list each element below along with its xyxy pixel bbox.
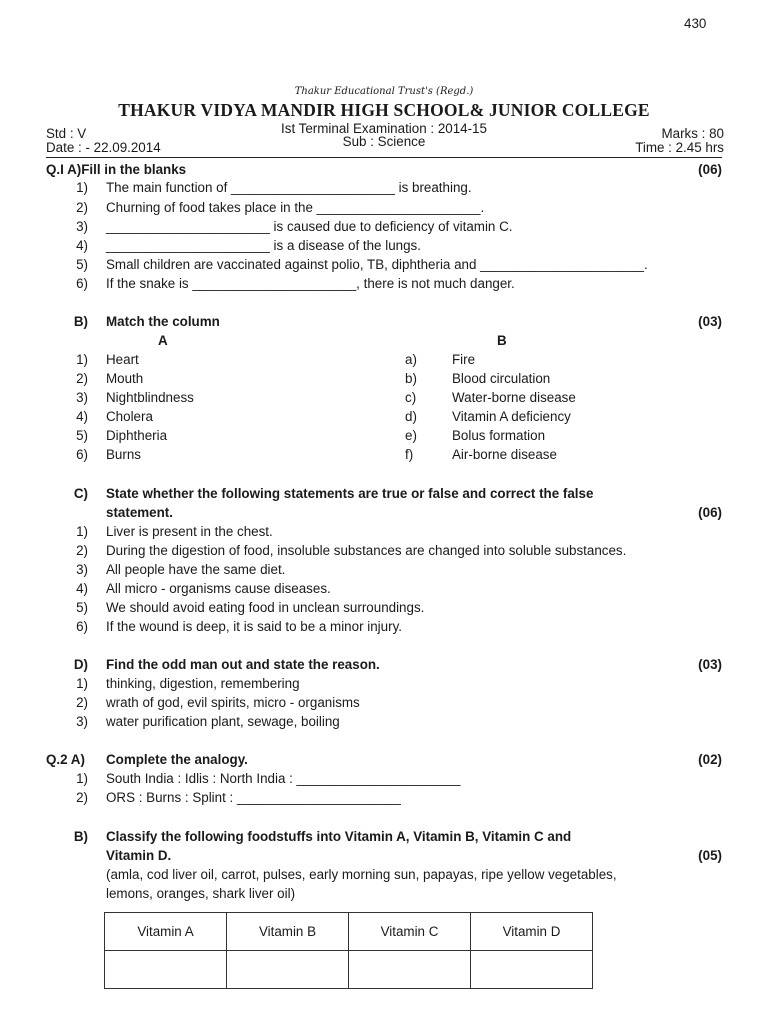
header-divider bbox=[46, 157, 722, 158]
q1a-marks: (06) bbox=[698, 162, 722, 177]
column-b-header: B bbox=[497, 333, 507, 348]
match-right-item: Blood circulation bbox=[452, 371, 551, 386]
q1d-title: Find the odd man out and state the reason. bbox=[106, 657, 380, 672]
q1c-item-number: 1) bbox=[76, 524, 88, 539]
match-right-letter: f) bbox=[405, 447, 414, 462]
q2b-title-continued: Vitamin D. bbox=[106, 848, 172, 863]
foodstuff-list: (amla, cod liver oil, carrot, pulses, early morning sun, papayas, ripe yellow vegetables, bbox=[106, 867, 617, 882]
q1a-item-number: 4) bbox=[76, 238, 88, 253]
exam-title: Ist Terminal Examination : 2014-15 bbox=[281, 121, 487, 136]
column-a-header: A bbox=[158, 333, 168, 348]
match-row-number: 2) bbox=[76, 371, 88, 386]
match-left-item: Heart bbox=[106, 352, 139, 367]
total-marks: Marks : 80 bbox=[661, 126, 724, 141]
q2a-item-text: ORS : Burns : Splint : ______________________ bbox=[106, 790, 401, 805]
foodstuff-list-continued: lemons, oranges, shark liver oil) bbox=[106, 886, 296, 901]
q2b-marks: (05) bbox=[698, 848, 722, 863]
q1c-item-text: All people have the same diet. bbox=[106, 562, 286, 577]
q1c-item-number: 3) bbox=[76, 562, 88, 577]
q1b-label: B) bbox=[73, 314, 88, 329]
q1a-item-number: 3) bbox=[76, 219, 88, 234]
match-row-number: 6) bbox=[76, 447, 88, 462]
match-right-letter: b) bbox=[405, 371, 417, 386]
duration: Time : 2.45 hrs bbox=[635, 140, 724, 155]
q1a-item-number: 5) bbox=[76, 257, 88, 272]
q2a-label: Q.2 A) bbox=[46, 752, 85, 767]
q1c-item-number: 2) bbox=[76, 543, 88, 558]
q1c-item-number: 4) bbox=[76, 581, 88, 596]
match-right-item: Water-borne disease bbox=[452, 390, 576, 405]
standard: Std : V bbox=[46, 126, 87, 141]
q1d-item-text: wrath of god, evil spirits, micro - organisms bbox=[106, 695, 360, 710]
q1d-label: D) bbox=[73, 657, 88, 672]
q1a-title: Q.I A)Fill in the blanks bbox=[46, 162, 187, 177]
q1d-marks: (03) bbox=[698, 657, 722, 672]
q1c-marks: (06) bbox=[698, 505, 722, 520]
match-left-item: Diphtheria bbox=[106, 428, 168, 443]
table-header-cell: Vitamin A bbox=[105, 913, 227, 951]
q1c-item-text: Liver is present in the chest. bbox=[106, 524, 273, 539]
table-header-cell: Vitamin B bbox=[227, 913, 349, 951]
table-header-row bbox=[105, 913, 593, 951]
q1a-item-number: 2) bbox=[76, 200, 88, 215]
q1a-item-number: 1) bbox=[76, 180, 88, 195]
q2a-marks: (02) bbox=[698, 752, 722, 767]
q2b-label: B) bbox=[73, 829, 88, 844]
answer-cell[interactable] bbox=[105, 951, 227, 989]
answer-cell[interactable] bbox=[227, 951, 349, 989]
q1c-item-number: 6) bbox=[76, 619, 88, 634]
exam-date: Date : - 22.09.2014 bbox=[46, 140, 161, 155]
q1c-item-text: All micro - organisms cause diseases. bbox=[106, 581, 331, 596]
q1a-item-text: If the snake is ______________________, there is not much danger. bbox=[106, 276, 515, 291]
q1c-item-text: If the wound is deep, it is said to be a minor injury. bbox=[106, 619, 402, 634]
q1c-label: C) bbox=[73, 486, 88, 501]
page-number: 430 bbox=[684, 16, 707, 31]
match-right-letter: e) bbox=[405, 428, 417, 443]
q1c-item-text: During the digestion of food, insoluble substances are changed into soluble substances. bbox=[106, 543, 627, 558]
table-answer-row bbox=[105, 951, 593, 989]
subject: Sub : Science bbox=[342, 134, 426, 149]
match-row-number: 3) bbox=[76, 390, 88, 405]
match-left-item: Nightblindness bbox=[106, 390, 194, 405]
q2a-title: Complete the analogy. bbox=[106, 752, 248, 767]
q1a-item-number: 6) bbox=[76, 276, 88, 291]
match-right-letter: a) bbox=[405, 352, 417, 367]
q1d-item-text: water purification plant, sewage, boiling bbox=[106, 714, 340, 729]
q1d-item-number: 3) bbox=[76, 714, 88, 729]
q1c-title-continued: statement. bbox=[106, 505, 173, 520]
q1a-item-text: Small children are vaccinated against polio, TB, diphtheria and ______________________. bbox=[106, 257, 648, 272]
match-row-number: 4) bbox=[76, 409, 88, 424]
match-right-letter: d) bbox=[405, 409, 417, 424]
match-left-item: Cholera bbox=[106, 409, 153, 424]
q1d-item-number: 2) bbox=[76, 695, 88, 710]
q1d-item-number: 1) bbox=[76, 676, 88, 691]
match-left-item: Burns bbox=[106, 447, 141, 462]
q1b-title: Match the column bbox=[106, 314, 220, 329]
match-row-number: 1) bbox=[76, 352, 88, 367]
match-right-item: Bolus formation bbox=[452, 428, 546, 443]
match-row-number: 5) bbox=[76, 428, 88, 443]
q1d-item-text: thinking, digestion, remembering bbox=[106, 676, 300, 691]
q2a-item-text: South India : Idlis : North India : ______________________ bbox=[106, 771, 461, 786]
school-name: THAKUR VIDYA MANDIR HIGH SCHOOL& JUNIOR COLLEGE bbox=[118, 100, 650, 120]
table-header-cell: Vitamin D bbox=[471, 913, 593, 951]
q1a-item-text: Churning of food takes place in the ______________________. bbox=[106, 200, 485, 215]
match-right-item: Fire bbox=[452, 352, 476, 367]
answer-cell[interactable] bbox=[349, 951, 471, 989]
match-left-item: Mouth bbox=[106, 371, 144, 386]
table-header-cell: Vitamin C bbox=[349, 913, 471, 951]
q1c-item-text: We should avoid eating food in unclean surroundings. bbox=[106, 600, 425, 615]
q1a-item-text: ______________________ is a disease of the lungs. bbox=[106, 238, 421, 253]
q1a-item-text: ______________________ is caused due to deficiency of vitamin C. bbox=[106, 219, 513, 234]
match-right-item: Vitamin A deficiency bbox=[452, 409, 571, 424]
q2a-item-number: 1) bbox=[76, 771, 88, 786]
q2a-item-number: 2) bbox=[76, 790, 88, 805]
q2b-title: Classify the following foodstuffs into Vitamin A, Vitamin B, Vitamin C and bbox=[106, 829, 572, 844]
trust-name: Thakur Educational Trust's (Regd.) bbox=[294, 86, 474, 97]
q1c-item-number: 5) bbox=[76, 600, 88, 615]
q1c-title: State whether the following statements are true or false and correct the false bbox=[106, 486, 594, 501]
match-right-item: Air-borne disease bbox=[452, 447, 557, 462]
match-right-letter: c) bbox=[405, 390, 417, 405]
vitamin-classification-table bbox=[104, 912, 593, 989]
q1a-item-text: The main function of ______________________ is breathing. bbox=[106, 180, 472, 195]
answer-cell[interactable] bbox=[471, 951, 593, 989]
q1b-marks: (03) bbox=[698, 314, 722, 329]
